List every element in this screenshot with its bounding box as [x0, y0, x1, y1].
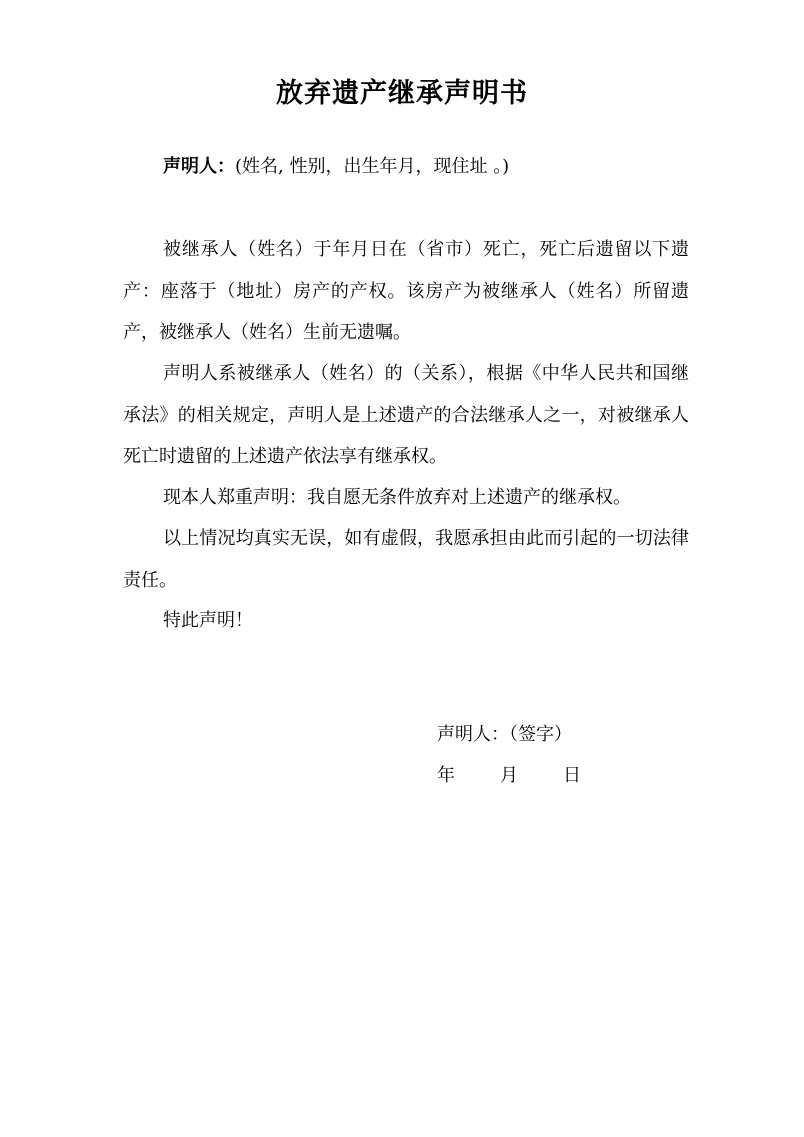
document-title: 放弃遗产继承声明书 [276, 78, 528, 109]
declarant-info: (姓名, 性别，出生年月，现住址 。) [235, 156, 510, 177]
paragraph-estate-description: 被继承人（姓名）于年月日在（省市）死亡，死亡后遗留以下遗产：座落于（地址）房产的产权。该房产为被继承人（姓名）所留遗产，被继承人（姓名）生前无遗嘱。 [123, 239, 689, 343]
paragraph-renunciation: 现本人郑重声明：我自愿无条件放弃对上述遗产的继承权。 [163, 487, 631, 508]
date-day: 日 [563, 765, 581, 786]
paragraph-closing: 特此声明！ [163, 610, 253, 631]
date-row [437, 763, 581, 789]
date-month: 月 [500, 765, 518, 786]
declarant-line [163, 154, 509, 180]
declarant-label: 声明人： [163, 156, 235, 177]
date-year: 年 [437, 765, 455, 786]
signature-label: 声明人：（签字） [437, 724, 572, 745]
paragraph-liability: 以上情况均真实无误，如有虚假，我愿承担由此而引起的一切法律责任。 [123, 528, 689, 591]
paragraph-relationship: 声明人系被继承人（姓名）的（关系），根据《中华人民共和国继承法》的相关规定，声明人是上述遗产的合法继承人之一，对被继承人死亡时遗留的上述遗产依法享有继承权。 [123, 363, 689, 467]
